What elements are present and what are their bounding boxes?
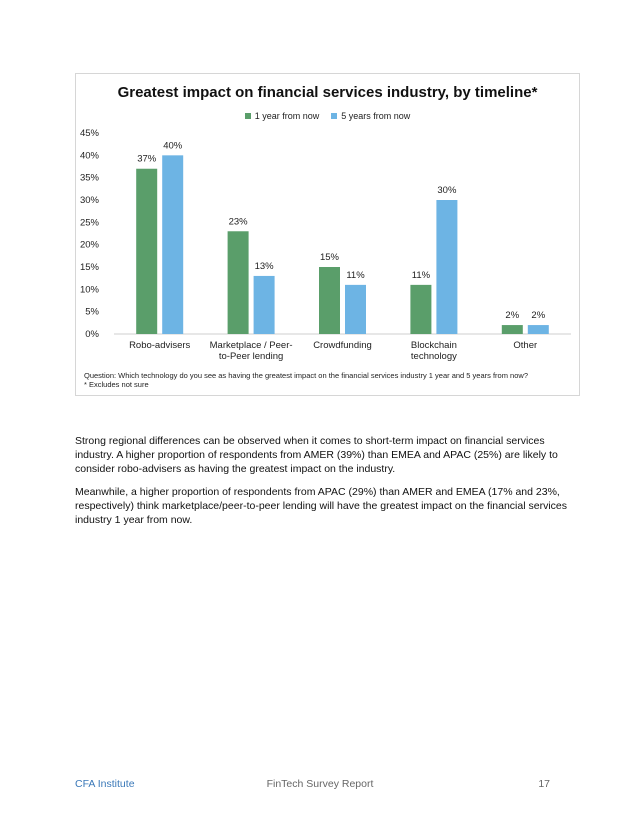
legend-label-1-year: 1 year from now xyxy=(254,111,320,121)
data-label: 37% xyxy=(137,153,157,165)
chart-note-excludes: * Excludes not sure xyxy=(84,380,149,389)
data-label: 11% xyxy=(411,269,431,281)
bar xyxy=(410,285,431,334)
x-tick-label: Blockchain xyxy=(410,340,457,351)
footer-organization: CFA Institute xyxy=(75,778,135,790)
data-label: 2% xyxy=(531,310,546,322)
x-tick-label: technology xyxy=(410,351,457,362)
x-tick-label: Crowdfunding xyxy=(313,340,372,351)
bar xyxy=(254,276,275,334)
body-paragraph-1: Strong regional differences can be observed when it comes to short-term impact on financial services industry. A higher proportion of respondents from AMER (39%) than EMEA and APAC (25%) are likely to consider robo-advisers as having the greatest impact on the industry. xyxy=(75,435,558,475)
y-tick-label: 15% xyxy=(79,262,99,273)
data-label: 2% xyxy=(505,310,520,322)
y-tick-label: 45% xyxy=(79,128,99,139)
y-tick-label: 0% xyxy=(85,329,99,340)
y-tick-label: 35% xyxy=(79,172,99,184)
y-tick-label: 30% xyxy=(79,195,99,206)
bar xyxy=(319,267,340,334)
data-label: 13% xyxy=(254,260,274,272)
bar xyxy=(502,325,523,334)
bar xyxy=(345,285,366,334)
bar xyxy=(136,169,157,334)
body-paragraph-2: Meanwhile, a higher proportion of respondents from APAC (29%) than AMER and EMEA (17% and 23%, respectively) think marketplace/peer-to-peer lending will have the greatest impact on the financial services industry 1 year from now. xyxy=(75,486,567,526)
x-tick-label: Robo-advisers xyxy=(129,340,191,351)
y-tick-label: 20% xyxy=(79,239,99,251)
chart-container xyxy=(75,73,580,396)
data-label: 30% xyxy=(437,185,457,196)
y-tick-label: 10% xyxy=(79,284,99,296)
y-tick-label: 40% xyxy=(79,150,99,162)
x-tick-label: to-Peer lending xyxy=(218,351,284,362)
x-tick-label: Marketplace / Peer- xyxy=(209,340,293,351)
y-tick-label: 25% xyxy=(79,217,99,229)
bar xyxy=(528,325,549,334)
y-tick-label: 5% xyxy=(85,306,99,318)
footer-report-title: FinTech Survey Report xyxy=(266,778,374,790)
data-label: 15% xyxy=(319,252,340,263)
bar xyxy=(436,200,457,334)
data-label: 40% xyxy=(163,140,183,152)
bar xyxy=(162,155,183,334)
chart-note xyxy=(84,371,554,389)
bar xyxy=(228,231,249,334)
legend-label-5-years: 5 years from now xyxy=(341,111,411,121)
chart-title: Greatest impact on financial services industry, by timeline* xyxy=(117,84,538,101)
page-number: 17 xyxy=(538,778,550,790)
data-label: 11% xyxy=(346,269,365,281)
bar-chart xyxy=(76,74,579,369)
data-label: 23% xyxy=(228,216,248,228)
chart-note-question: Question: Which technology do you see as having the greatest impact on the financial services industry 1 year and 5 years from now? xyxy=(84,371,528,380)
x-tick-label: Other xyxy=(513,340,538,351)
page-footer xyxy=(75,778,565,792)
